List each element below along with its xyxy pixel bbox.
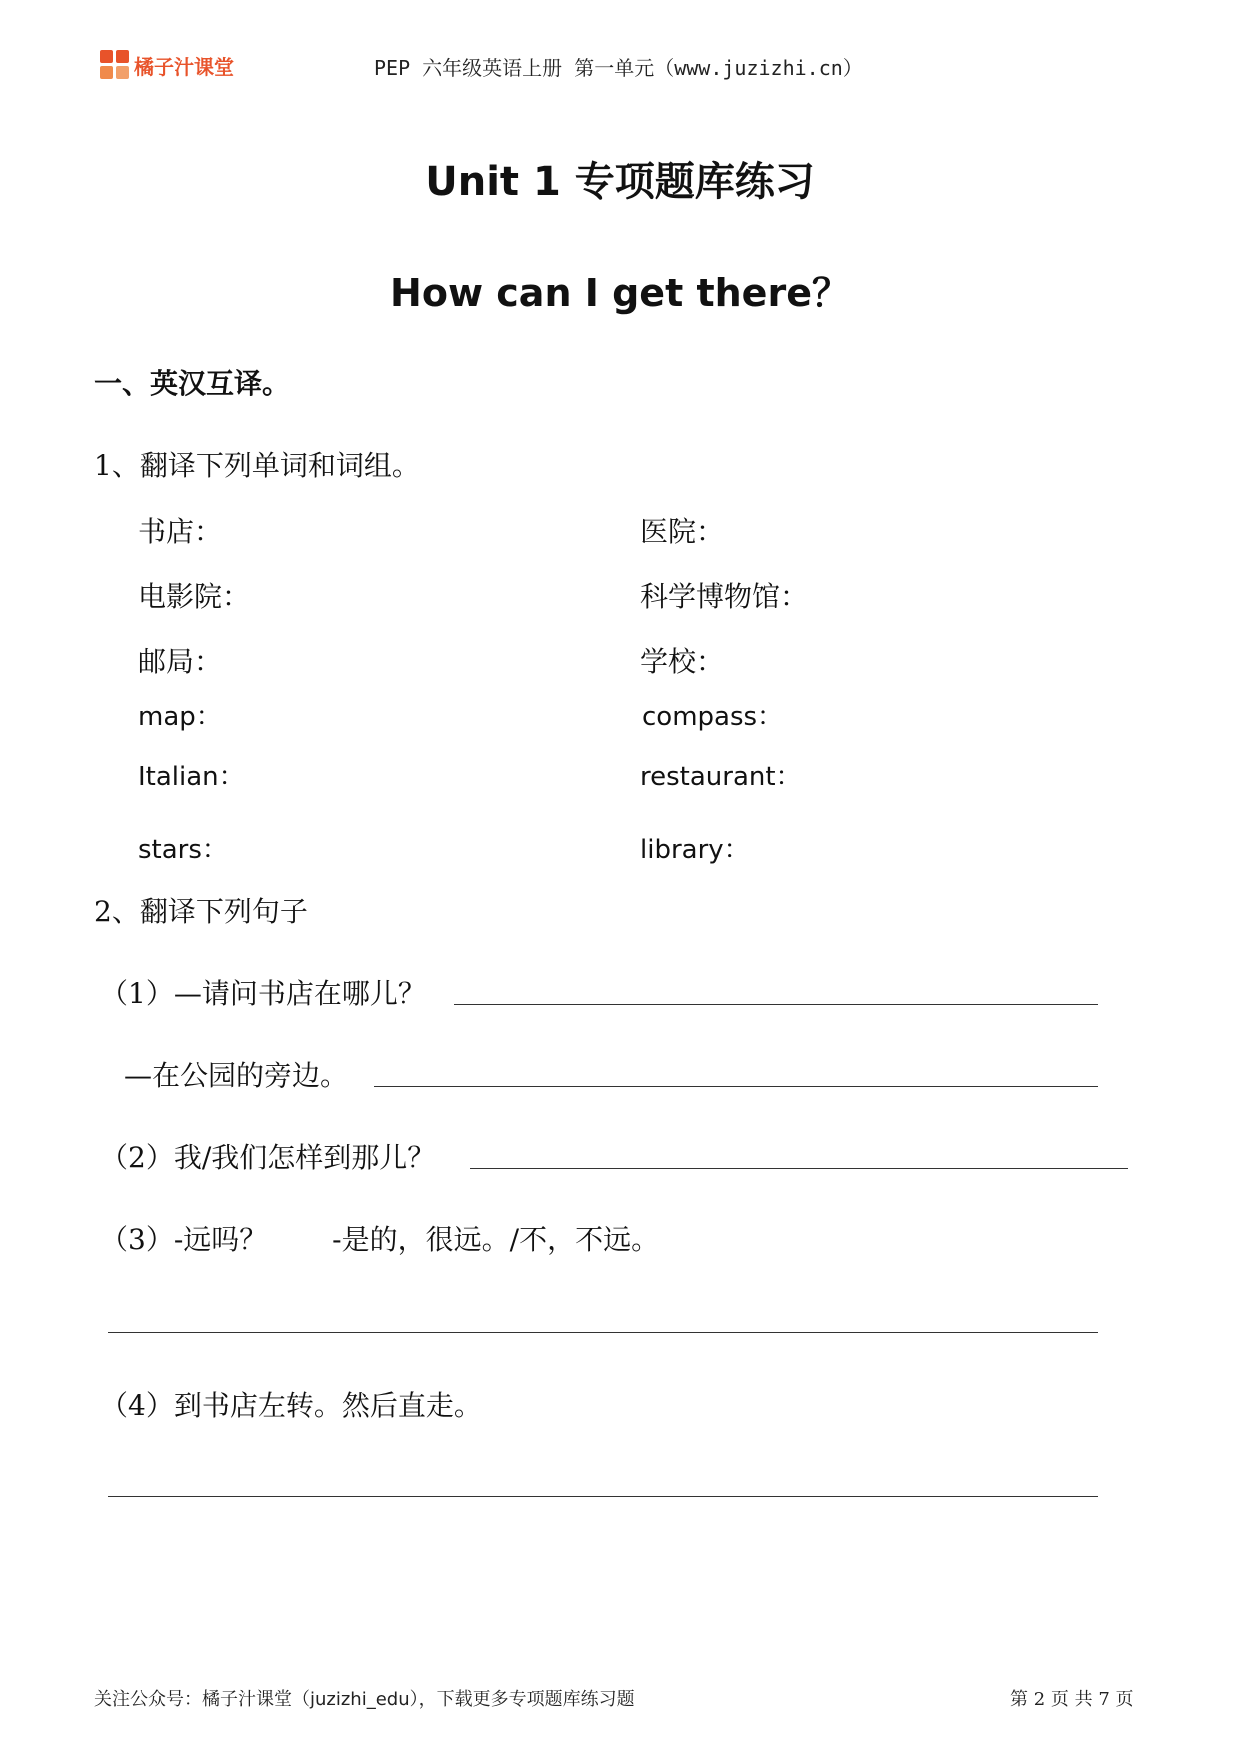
word-item: 科学博物馆： — [640, 580, 809, 613]
word-item: 医院： — [640, 515, 725, 548]
word-item: stars： — [138, 835, 228, 865]
answer-blank-4[interactable] — [108, 1496, 1098, 1497]
word-item: 书店： — [138, 515, 223, 548]
sentence-4: （4）到书店左转。然后直走。 — [100, 1389, 482, 1422]
answer-blank-1a[interactable] — [454, 1004, 1098, 1005]
answer-blank-1b[interactable] — [374, 1086, 1098, 1087]
word-item: 电影院： — [138, 580, 251, 613]
question-1-label: 1、翻译下列单词和词组。 — [94, 449, 420, 482]
page-number: 第 2 页 共 7 页 — [1010, 1689, 1134, 1710]
word-item: restaurant： — [640, 762, 802, 792]
word-item: map： — [138, 702, 222, 732]
logo — [100, 50, 234, 80]
word-item: Italian： — [138, 762, 245, 792]
page-subtitle: How can I get there？ — [390, 271, 850, 315]
word-item: compass： — [642, 702, 784, 732]
logo-text: 橘子汁课堂 — [134, 54, 234, 79]
section-heading: 一、英汉互译。 — [94, 367, 291, 400]
sentence-1a: （1）—请问书店在哪儿？ — [100, 977, 426, 1010]
footer-note: 关注公众号：橘子汁课堂（juzizhi_edu），下载更多专项题库练习题 — [94, 1689, 635, 1710]
word-item: 邮局： — [138, 645, 223, 678]
page-title: Unit 1 专项题库练习 — [425, 159, 815, 205]
question-2-label: 2、翻译下列句子 — [94, 895, 308, 928]
answer-blank-2[interactable] — [470, 1168, 1128, 1169]
word-item: library： — [640, 835, 750, 865]
sentence-1b: —在公园的旁边。 — [124, 1059, 349, 1092]
sentence-2: （2）我/我们怎样到那儿？ — [100, 1141, 436, 1174]
word-item: 学校： — [640, 645, 725, 678]
sentence-3: （3）-远吗？ -是的，很远。/不，不远。 — [100, 1223, 660, 1256]
logo-orange-icon — [100, 50, 130, 80]
header-title: PEP 六年级英语上册 第一单元（www.juzizhi.cn） — [374, 56, 863, 80]
answer-blank-3[interactable] — [108, 1332, 1098, 1333]
